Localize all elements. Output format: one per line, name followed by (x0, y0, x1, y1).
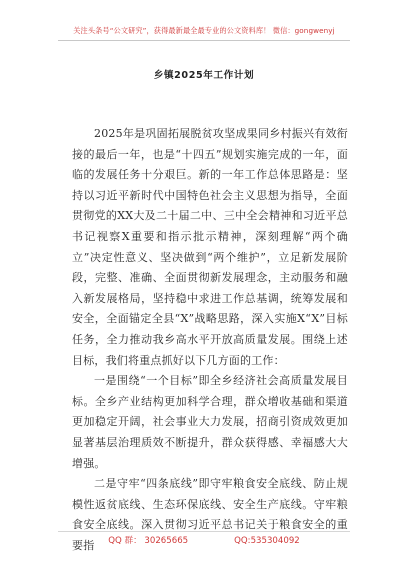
document-title: 乡镇2025年工作计划 (153, 70, 255, 81)
footer-qq-group: QQ 群： 30265665 (108, 536, 189, 546)
footer-qq-number: QQ:535304092 (234, 536, 300, 546)
document-body (72, 124, 348, 556)
header-divider (58, 40, 350, 41)
footer-divider (58, 531, 350, 532)
paragraph-goal: 一是围绕“一个目标”即全乡经济社会高质量发展目标。全乡产业结构更加科学合理，群众增收基础和渠道更加稳定开阔，社会事业大力发展，招商引资成效更加显著基层治理质效不断提升，群众获得感、幸福感大大增强。 (72, 374, 348, 470)
paragraph-intro: 2025年是巩固拓展脱贫攻坚成果同乡村振兴有效衔接的最后一年，也是“十四五”规划实施完成的一年，面临的发展任务十分艰巨。新的一年工作总体思路是：坚持以习近平新时代中国特色社会主义思想为指导，全面贯彻党的XX大及二十届二中、三中全会精神和习近平总书记视察X重要和指示批示精神，深刻理解“两个确立”决定性意义、坚决做到“两个维护”，立足新发展阶段，完整、准确、全面贯彻新发展理念，主动服务和融入新发展格局，坚持稳中求进工作总基调，统筹发展和安全，全面锚定全县“X”战略思路，深入实施X“X”目标任务，全力推动我乡高水平开放高质量发展。围绕上述目标，我们将重点抓好以下几方面的工作： (72, 127, 348, 367)
paragraph-bottom-lines: 二是守牢“四条底线”即守牢粮食安全底线、防止规模性返贫底线、生态环保底线、安全生产底线。守牢粮食安全底线。深入贯彻习近平总书记关于粮食安全的重要指 (72, 477, 348, 552)
footer-contact (0, 534, 408, 546)
header-banner: 关注头条号“公文研究”，获得最新最全最专业的公文资料库！ 微信：gongwenyj (73, 26, 335, 35)
